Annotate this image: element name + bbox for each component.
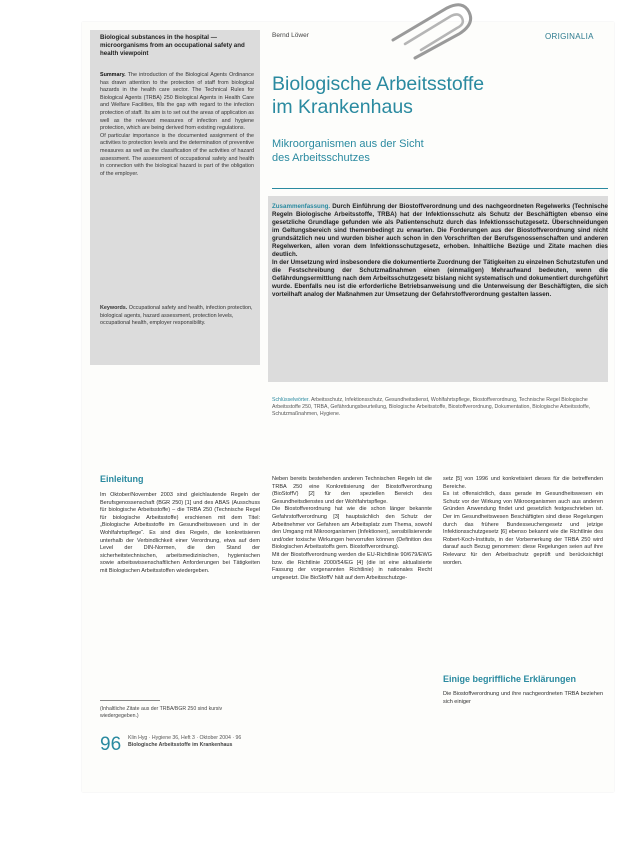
page-number: 96: [100, 734, 122, 755]
footnote-rule: [100, 700, 160, 701]
german-keywords: [272, 397, 608, 419]
paperclip-icon: [385, 0, 480, 60]
english-summary-text-2: Of particular importance is the documented assignment of the activities to protection levels and the determination of preventive measures as well as the classification of the activities of hazard assessment. The assessment of occupational safety and health in connection with the biological hazard is part of the obligation of the employer.: [100, 132, 254, 177]
body-column-3-p1: setz [5] von 1996 und konkretisiert dieses für die betreffenden Bereiche.: [443, 476, 603, 490]
article-subtitle: [272, 137, 572, 165]
body-column-1: Im Oktober/November 2003 sind gleichlautende Regeln der Berufsgenossenschaft (BGR 250) [1] und des ABAS (Ausschuss für biologische Arbeitsstoffe) – die TRBA 250 (Technische Regel für biologische Arbeitsstoffe) erschienen mit dem Titel: „Biologische Arbeitsstoffe im Gesundheitswesen und in der Wohlfahrtspflege“. Es sind dies Regeln, die konkretisieren unterhalb der Verbindlichkeit einer Verordnung, etwa auf dem Level der DIN-Normen, die den Stand der sicherheitstechnischen, arbeitsmedizinischen, hygienischen sowie arbeitswissenschaftlichen Anforderungen bei Tätigkeiten mit Biologischen Arbeitsstoffen wiedergeben.: [100, 492, 260, 574]
english-keywords-label: Keywords.: [100, 305, 128, 311]
english-summary: [100, 72, 254, 178]
heading-begriffliche-erklaerungen: Einige begriffliche Erklärungen: [443, 674, 577, 684]
article-title: [272, 73, 592, 119]
heading-einleitung: Einleitung: [100, 474, 144, 484]
footnote: (Inhaltliche Zitate aus der TRBA/BGR 250 sind kursiv wiedergegeben.): [100, 706, 223, 719]
german-keywords-text: Arbeitsschutz, Infektionsschutz, Gesundheitsdienst, Wohlfahrtspflege, Biostoffverordnung, Technische Regel Biologische Arbeitsstoffe 250, TRBA, Gefährdungsbeurteilung, Biologische Arbeitsstoffe, Biostoffverordnung, Dokumentation, Biologische Arbeitsstoffe, Schutzmaßnahmen, Hygiene.: [272, 397, 591, 418]
english-keywords-text: Occupational safety and health, infection protection, biological agents, hazard assessment, protection levels, occupational health, employer responsibility.: [100, 305, 253, 327]
running-title: Biologische Arbeitsstoffe im Krankenhaus: [128, 742, 233, 748]
german-summary-label: Zusammenfassung.: [272, 203, 331, 210]
journal-reference: Klin Hyg · Hygiene 36, Heft 3 · Oktober 2004 · 96: [128, 735, 242, 741]
article-subtitle-line-1: Mikroorganismen aus der Sicht: [272, 138, 424, 150]
german-summary: [272, 203, 608, 299]
body-column-3: [443, 476, 603, 567]
journal-citation: [128, 735, 298, 749]
english-title: Biological substances in the hospital — microorganisms from an occupational safety and health viewpoint: [100, 34, 245, 57]
body-column-3-p3: Die Biostoffverordnung und ihre nachgeordneten TRBA beziehen sich einiger: [443, 691, 603, 705]
article-subtitle-line-2: des Arbeitsschutzes: [272, 152, 370, 164]
body-column-2: [272, 476, 432, 582]
body-column-2-p3: Mit der Biostoffverordnung werden die EU-Richtlinie 90/679/EWG bzw. die Richtlinie 2000/54/EG [4] (die ist eine aktualisierte Fassung der vorgenannten Richtlinie) in nationales Recht umgesetzt. Die BioStoffV hält auf dem Arbeitsschutzge-: [272, 551, 432, 581]
body-column-3-p2: Es ist offensichtlich, dass gerade im Gesundheitswesen ein Schutz vor der Wirkung von Mikroorganismen auch aus anderen Gründen Anwendung findet und gesetzlich festgeschrieben ist. Der im Gesundheitswesen Beschäftigten sind diese Regelungen durch das frühere Bundesseuchengesetz und jetzige Infektionsschutzgesetz [6] ebenso bekannt wie die Richtlinie des Robert-Koch-Instituts, in der Vorbemerkung der TRBA 250 wird darauf auch Bezug genommen: diese Regelungen seien auf ihre Relevanz für den Arbeitsschutz geprüft und berücksichtigt worden.: [443, 491, 603, 566]
german-keywords-label: Schlüsselwörter.: [272, 397, 310, 403]
german-summary-text-2: In der Umsetzung wird insbesondere die dokumentierte Zuordnung der Tätigkeiten zu einzelnen Schutzstufen und die Festschreibung der Schutzmaßnahmen einen (einmaligen) Mehraufwand bedeuten, wenn die Gefährdungsermittlung nach dem Arbeitsschutzgesetz bislang nicht systematisch und dokumentiert durchgeführt wurde. Ebenfalls neu ist die erforderliche Betriebsanweisung und die Unterweisung der Beschäftigten, die sich vorteilhaft analog der Maßnahmen zur Umsetzung der Gefahrstoffverordnung gestalten lassen.: [272, 259, 609, 298]
german-summary-text: Durch Einführung der Biostoffverordnung und des nachgeordneten Regelwerks (Technische Regeln Biologische Arbeitsstoffe, TRBA) hat der Infektionsschutz als Schutz der Beschäftigten ebenso eine gesetzliche Grundlage gefunden wie als Patientenschutz durch das Infektionsschutzgesetz. Überschneidungen im Geltungsbereich sind themenbedingt zu erwarten. Die Forderungen aus der Biostoffverordnung sind nicht grundsätzlich neu und wurden bisher auch schon in den Vorschriften der Berufsgenossenschaften und anderen Regelwerken, allen voran dem Infektionsschutzgesetz, erhoben. Inhaltliche Bezüge und Zitate machen dies deutlich.: [272, 203, 608, 258]
section-label: ORIGINALIA: [545, 32, 594, 41]
author-name: Bernd Löwer: [272, 32, 309, 39]
english-summary-label: Summary.: [100, 72, 126, 78]
article-title-line-2: im Krankenhaus: [272, 96, 413, 118]
english-summary-text: The introduction of the Biological Agents Ordinance has drawn attention to the protection of staff from biological hazards in the health care sector. The Technical Rules for Biological Agents (TRBA) 250 Biological Agents in Health Care and Welfare Facilities, fills the gap with regard to the infection protection of staff. Its aim is to set out the areas of application as well as the relevant measures of infection and hygiene protection, which are being derived from existing regulations.: [100, 72, 254, 132]
article-title-line-1: Biologische Arbeitsstoffe: [272, 73, 485, 95]
body-column-2-p2: Die Biostoffverordnung hat wie die schon länger bekannte Gefahrstoffverordnung [3] hauptsächlich den Schutz der Arbeitnehmer vor Gefahren am Arbeitsplatz zum Thema, sowohl den Umgang mit Mikroorganismen (Infektionen), sensibilisierende und/oder toxische Wirkungen hervorrufen können (Definition des Biologischen Arbeitsstoffs gem. Biostoffverordnung).: [272, 506, 432, 551]
english-keywords: [100, 305, 254, 328]
title-divider: [272, 188, 608, 189]
body-column-2-p1: Neben bereits bestehenden anderen Technischen Regeln ist die TRBA 250 eine Konkretisierung der Biostoffverordnung (BioStoffV) [2] für den speziellen Bereich des Gesundheitsdienstes und der Wohlfahrtspflege.: [272, 476, 432, 505]
